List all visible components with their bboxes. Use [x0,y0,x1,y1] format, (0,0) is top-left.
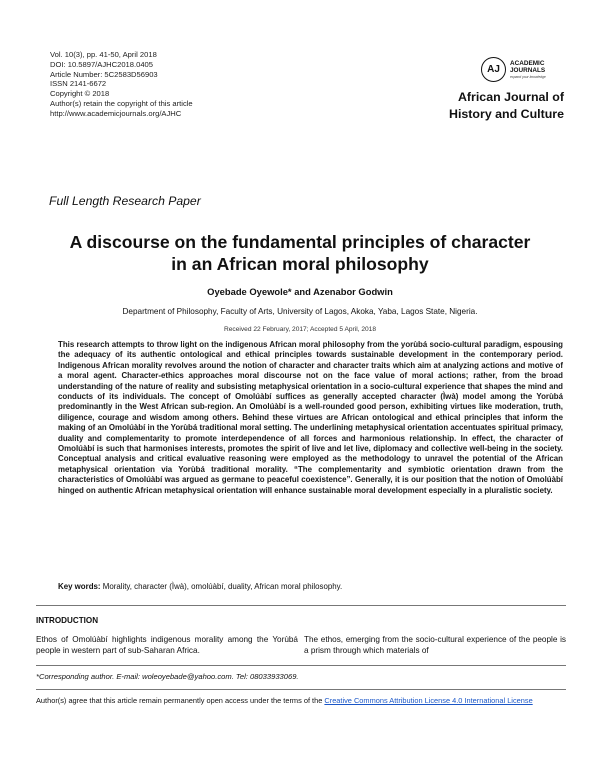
license-note [36,696,566,707]
intro-column-left: Ethos of Omolúàbí highlights indigenous morality among the Yorùbá people in western part of sub-Saharan Africa. [36,635,298,656]
logo-line2: JOURNALS [510,67,546,74]
meta-issn: ISSN 2141-6672 [50,79,107,89]
journal-name [449,89,564,123]
license-link[interactable]: Creative Commons Attribution License 4.0 International License [324,696,533,705]
logo-tagline: expand your knowledge [510,75,546,79]
authors: Oyebade Oyewole* and Azenabor Godwin [207,286,393,297]
meta-doi: DOI: 10.5897/AJHC2018.0405 [50,59,154,69]
academic-journals-logo [481,57,571,85]
meta-copyright: Copyright © 2018 [50,89,110,99]
journal-line1: African Journal of [457,90,564,104]
meta-rights: Author(s) retain the copyright of this article [50,98,193,108]
title-line1: A discourse on the fundamental principles of character [69,232,531,252]
logo-aj-icon: AJ [481,57,506,82]
affiliation: Department of Philosophy, Faculty of Arts, University of Lagos, Akoka, Yaba, Lagos State, Nigeria. [122,307,478,316]
logo-line1: ACADEMIC [510,60,545,67]
logo-wordmark [510,60,545,74]
received-accepted-dates: Received 22 February, 2017; Accepted 5 April, 2018 [224,326,376,333]
introduction-heading: INTRODUCTION [36,616,99,625]
corresponding-author: *Corresponding author. E-mail: woleoyebade@yahoo.com. Tel: 08033933069. [36,672,299,681]
paper-type: Full Length Research Paper [49,194,201,208]
paper-title [20,231,580,275]
footnote-divider [36,665,566,666]
title-line2: in an African moral philosophy [171,254,429,274]
meta-article-number: Article Number: 5C2583D56903 [50,69,158,79]
meta-url[interactable]: http://www.academicjournals.org/AJHC [50,108,182,118]
divider [36,605,566,606]
keywords [58,582,342,591]
abstract: This research attempts to throw light on the indigenous African moral philosophy from the yorùbá socio-cultural paradigm, espousing the adequacy of its authentic ontological and ethical principles towards sustainable development in the contemporary period. Indigenous African morality revolves around the notion of character and character traits which aim at analyzing actions and motive of a moral agent. Character-ethics approaches moral discourse not on the face value of moral actions; rather, from the broad understanding of the nature of reality and subsisting metaphysical orientation in a socio-cultural experience that shapes the mind and conducts of its individuals. The concept of Omolúàbí suffices as generally accepted character (Ìwà) model among the Yorùbá predominantly in the West African sub-region. An Omolúàbí is a well-rounded good person, exhibiting virtues like moderation, truth, diligence, courage and wisdom among others. Behind these virtues are African ontological and ethical principles that inform the making of an Omolúàbí in the Yorùbá traditional moral setting. The underlining metaphysical orientation accentuates spiritual primacy, duality and complementarity to promote interdependence of all forces and harmonious relationship. In effect, the character of Omolúàbí is such that harmonises interests, promotes the spirit of live and let live, diplomacy and collective well-being in the society. Conceptual analysis and critical evaluative reasoning were employed as the methodology to unravel the potential of the African metaphysical orientation via Yorùbá traditional morality. “The complementarity and symbiotic orientation drawn from the characteristics of Omolúàbí was argued as germane to peaceful coexistence”. Generally, it is our position that the notion of Omolúàbí hinged on authentic African metaphysical orientation will enhance sustainable moral development especially in a pluralistic society. [58,340,563,495]
article-metadata [50,50,193,119]
meta-volume: Vol. 10(3), pp. 41-50, April 2018 [50,50,157,59]
journal-line2: History and Culture [449,107,564,121]
license-prefix: Author(s) agree that this article remain permanently open access under the terms of the [36,696,325,705]
footnote-divider-2 [36,689,566,690]
keywords-text: Morality, character (Ìwà), omolúàbí, duality, African moral philosophy. [102,582,343,591]
intro-column-right: The ethos, emerging from the socio-cultural experience of the people is a prism through which materials of [304,635,566,656]
keywords-label: Key words: [58,582,101,591]
